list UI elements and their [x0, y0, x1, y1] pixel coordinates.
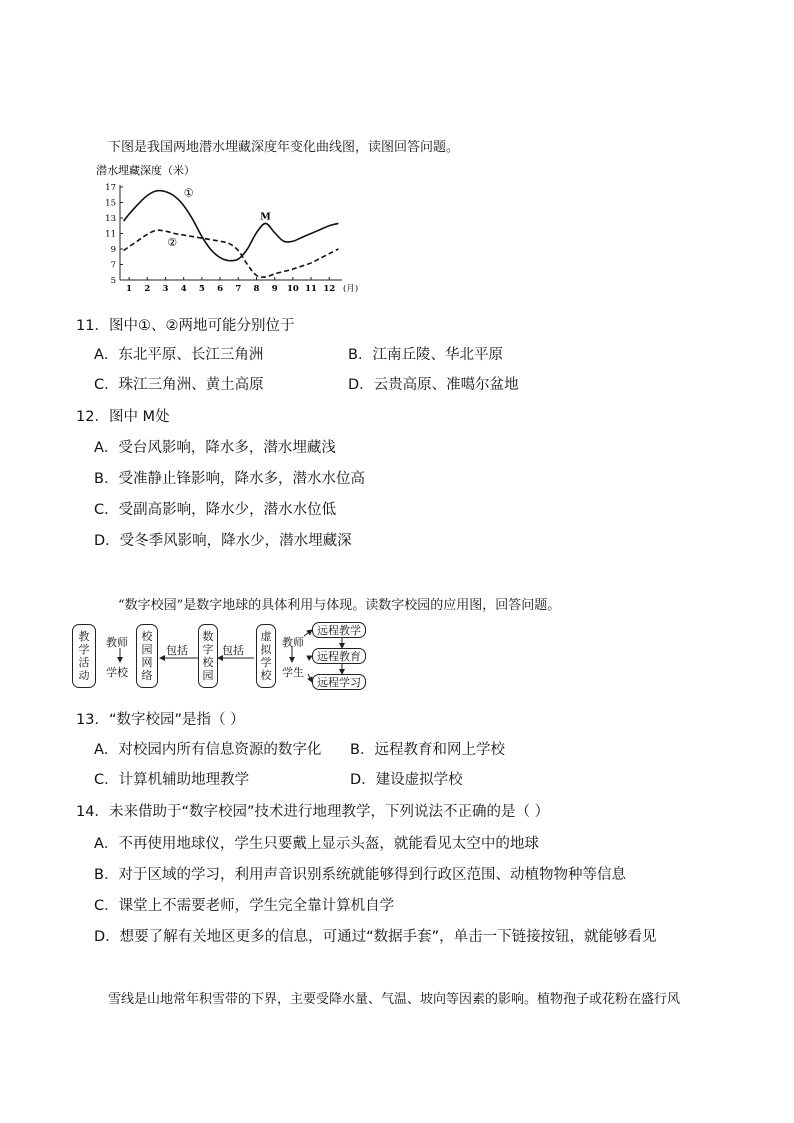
chart-series — [124, 191, 339, 277]
y-tick-label: 13 — [105, 214, 116, 224]
q13-option-d[interactable]: D．建设虚拟学校 — [350, 772, 463, 788]
x-tick-label: 2 — [144, 284, 151, 294]
box-digital-campus: 数字校园 — [198, 624, 218, 688]
q11-option-b[interactable]: B．江南丘陵、华北平原 — [348, 347, 503, 363]
q13-stem: 13．“数字校园”是指（ ） — [76, 712, 245, 728]
q14-option-d[interactable]: D．想要了解有关地区更多的信息，可通过“数据手套”，单击一下链接按钮，就能够看见 — [94, 929, 657, 945]
y-tick-label: 9 — [110, 245, 116, 255]
x-unit-label: (月) — [343, 284, 359, 294]
label-include-1: 包括 — [166, 644, 188, 657]
q14-stem: 14．未来借助于“数字校园”技术进行地理教学，下列说法不正确的是（ ） — [76, 804, 550, 820]
section2-intro: “数字校园”是数字地球的具体利用与体现。读数字校园的应用图，回答问题。 — [118, 598, 561, 613]
label-school: 学校 — [106, 666, 128, 679]
box-virtual-school: 虚拟学校 — [256, 624, 276, 688]
x-tick-label: 11 — [305, 284, 317, 294]
x-tick-label: 1 — [126, 284, 133, 294]
digital-campus-diagram — [72, 622, 372, 694]
x-tick-label: 12 — [323, 284, 336, 294]
q11-option-c[interactable]: C．珠江三角洲、黄土高原 — [94, 377, 264, 393]
label-teacher-1: 教师 — [106, 636, 128, 649]
box-remote-education: 远程教育 — [312, 648, 366, 664]
q12-option-b[interactable]: B．受准静止锋影响，降水多，潜水水位高 — [94, 471, 365, 487]
section3-intro: 雪线是山地常年积雪带的下界，主要受降水量、气温、坡向等因素的影响。植物孢子或花粉在盛行风 — [108, 992, 681, 1007]
x-tick-label: 5 — [198, 284, 205, 294]
q12-option-c[interactable]: C．受副高影响，降水少，潜水水位低 — [94, 502, 337, 518]
x-tick-label: 10 — [286, 284, 299, 294]
y-tick-label: 11 — [105, 229, 116, 240]
chart-labels — [167, 186, 271, 249]
q13-option-a[interactable]: A．对校园内所有信息资源的数字化 — [94, 742, 322, 758]
series-label-1: ① — [183, 186, 194, 200]
q14-option-a[interactable]: A．不再使用地球仪，学生只要戴上显示头盔，就能看见太空中的地球 — [94, 836, 539, 852]
box-remote-learning: 远程学习 — [312, 674, 366, 690]
q12-option-d[interactable]: D．受冬季风影响，降水少，潜水埋藏深 — [94, 533, 352, 549]
x-tick-label: 6 — [217, 284, 224, 294]
y-tick-label: 15 — [105, 198, 116, 209]
label-teacher-2: 教师 — [282, 636, 304, 649]
series-line-1 — [124, 191, 339, 261]
x-tick-label: 7 — [235, 284, 242, 294]
chart-grid — [120, 185, 342, 280]
y-tick-label: 5 — [110, 276, 116, 286]
q14-option-b[interactable]: B．对于区域的学习，利用声音识别系统就能够得到行政区范围、动植物物种等信息 — [94, 867, 626, 883]
series-line-2 — [124, 230, 339, 277]
q12-stem: 12．图中 M处 — [76, 409, 170, 425]
section1-intro: 下图是我国两地潜水埋藏深度年变化曲线图，读图回答问题。 — [108, 140, 460, 155]
x-tick-label: 3 — [162, 284, 169, 294]
q11-stem: 11．图中①、②两地可能分别位于 — [76, 318, 295, 334]
x-tick-label: 8 — [253, 284, 260, 294]
series-label-2: ② — [167, 235, 178, 249]
box-teaching-activity: 教学活动 — [72, 624, 96, 688]
box-remote-teaching: 远程教学 — [312, 622, 366, 638]
q11-option-d[interactable]: D．云贵高原、准噶尔盆地 — [348, 377, 519, 393]
label-include-2: 包括 — [222, 644, 244, 657]
annotation-m: M — [260, 211, 271, 223]
groundwater-depth-chart — [96, 160, 386, 300]
x-tick-label: 4 — [180, 284, 187, 294]
q14-option-c[interactable]: C．课堂上不需要老师，学生完全靠计算机自学 — [94, 898, 395, 914]
y-tick-label: 7 — [110, 260, 116, 271]
label-student: 学生 — [282, 666, 304, 679]
q13-option-b[interactable]: B．远程教育和网上学校 — [350, 742, 505, 758]
q12-option-a[interactable]: A．受台风影响，降水多，潜水埋藏浅 — [94, 440, 336, 456]
x-tick-label: 9 — [271, 284, 278, 294]
chart-title: 潜水埋藏深度（米） — [96, 164, 195, 177]
q11-option-a[interactable]: A．东北平原、长江三角洲 — [94, 347, 264, 363]
box-campus-network: 校园网络 — [136, 624, 158, 688]
q13-option-c[interactable]: C．计算机辅助地理教学 — [94, 772, 250, 788]
y-tick-label: 17 — [105, 183, 116, 193]
